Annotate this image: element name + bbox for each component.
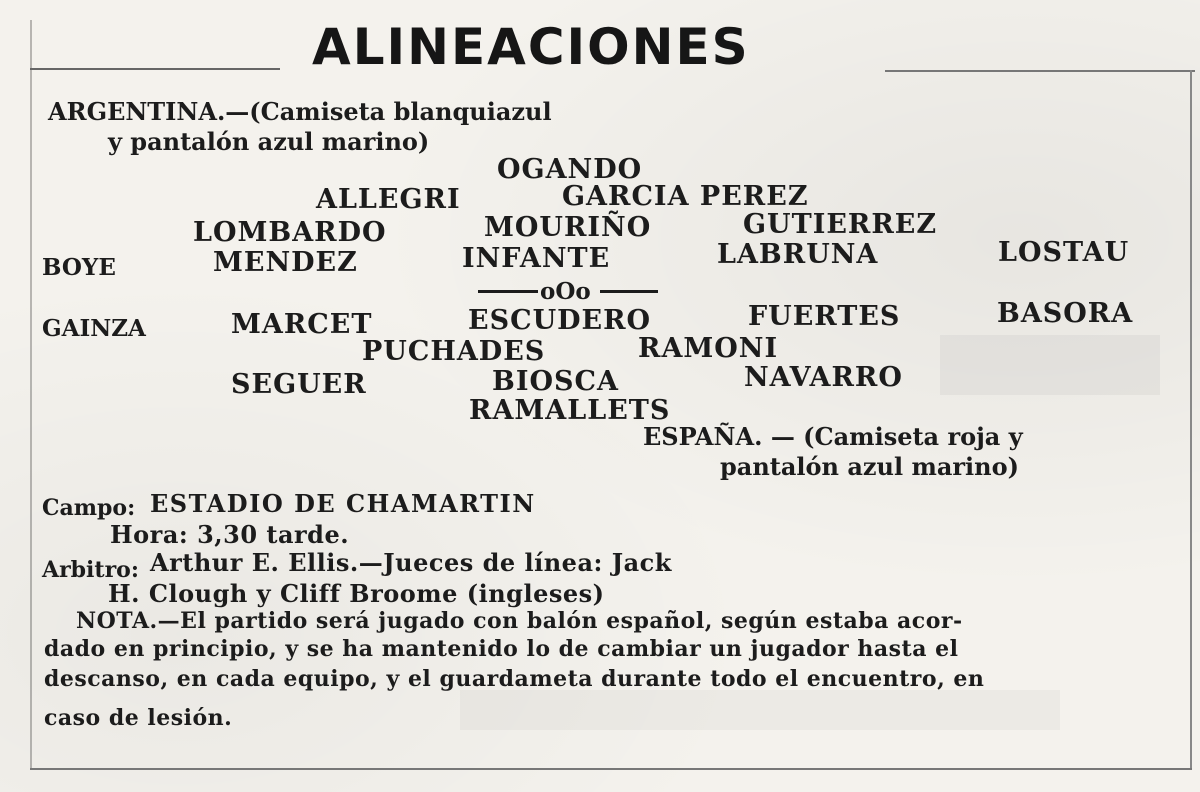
campo-label: Campo:	[42, 495, 136, 521]
player-seguer: SEGUER	[231, 369, 367, 400]
player-mendez: MENDEZ	[213, 247, 358, 278]
player-escudero: ESCUDERO	[468, 305, 652, 336]
player-ogando: OGANDO	[497, 154, 643, 185]
player-allegri: ALLEGRI	[316, 184, 461, 215]
player-lostau: LOSTAU	[998, 237, 1130, 268]
arbitro-value: Arthur E. Ellis.—Jueces de línea: Jack	[150, 548, 672, 577]
campo-value: ESTADIO DE CHAMARTIN	[150, 489, 536, 518]
nota-line4: caso de lesión.	[44, 705, 233, 731]
player-ramallets: RAMALLETS	[469, 395, 671, 426]
frame-left-rule	[30, 20, 32, 768]
argentina-header-line1: ARGENTINA.—(Camiseta blanquiazul	[48, 97, 552, 126]
player-gainza: GAINZA	[42, 315, 146, 342]
player-basora: BASORA	[997, 298, 1134, 329]
separator-mark: oOo	[540, 278, 591, 305]
nota-line1: NOTA.—El partido será jugado con balón español, según estaba acor-	[76, 608, 963, 634]
arbitro-label: Arbitro:	[42, 557, 139, 583]
player-biosca: BIOSCA	[492, 366, 619, 397]
nota-line3: descanso, en cada equipo, y el guardameta durante todo el encuentro, en	[44, 666, 985, 692]
separator-rule-left	[478, 290, 538, 293]
player-mourino: MOURIÑO	[484, 212, 652, 243]
page-title: ALINEACIONES	[312, 18, 750, 76]
player-boye: BOYE	[42, 254, 116, 281]
espana-header-line2: pantalón azul marino)	[720, 452, 1019, 481]
player-navarro: NAVARRO	[744, 362, 903, 393]
frame-bottom-rule	[30, 768, 1192, 770]
show-through-bleed	[940, 335, 1160, 395]
player-fuertes: FUERTES	[748, 301, 901, 332]
player-labruna: LABRUNA	[717, 239, 879, 270]
arbitro-line2: H. Clough y Cliff Broome (ingleses)	[108, 579, 605, 608]
show-through-bleed	[460, 690, 1060, 730]
player-garcia-perez: GARCIA PEREZ	[562, 181, 809, 212]
frame-top-rule-right	[885, 70, 1195, 72]
player-marcet: MARCET	[231, 309, 373, 340]
hora-line: Hora: 3,30 tarde.	[110, 520, 350, 549]
player-lombardo: LOMBARDO	[193, 217, 387, 248]
argentina-header-line2: y pantalón azul marino)	[108, 127, 430, 156]
frame-right-rule	[1190, 70, 1192, 770]
player-puchades: PUCHADES	[362, 336, 546, 367]
frame-top-rule-left	[30, 68, 280, 70]
player-infante: INFANTE	[462, 243, 611, 274]
player-ramoni: RAMONI	[638, 333, 779, 364]
espana-header-line1: ESPAÑA. — (Camiseta roja y	[643, 422, 1023, 451]
nota-line2: dado en principio, y se ha mantenido lo de cambiar un jugador hasta el	[44, 636, 959, 662]
separator-rule-right	[600, 290, 658, 293]
player-gutierrez: GUTIERREZ	[743, 209, 938, 240]
